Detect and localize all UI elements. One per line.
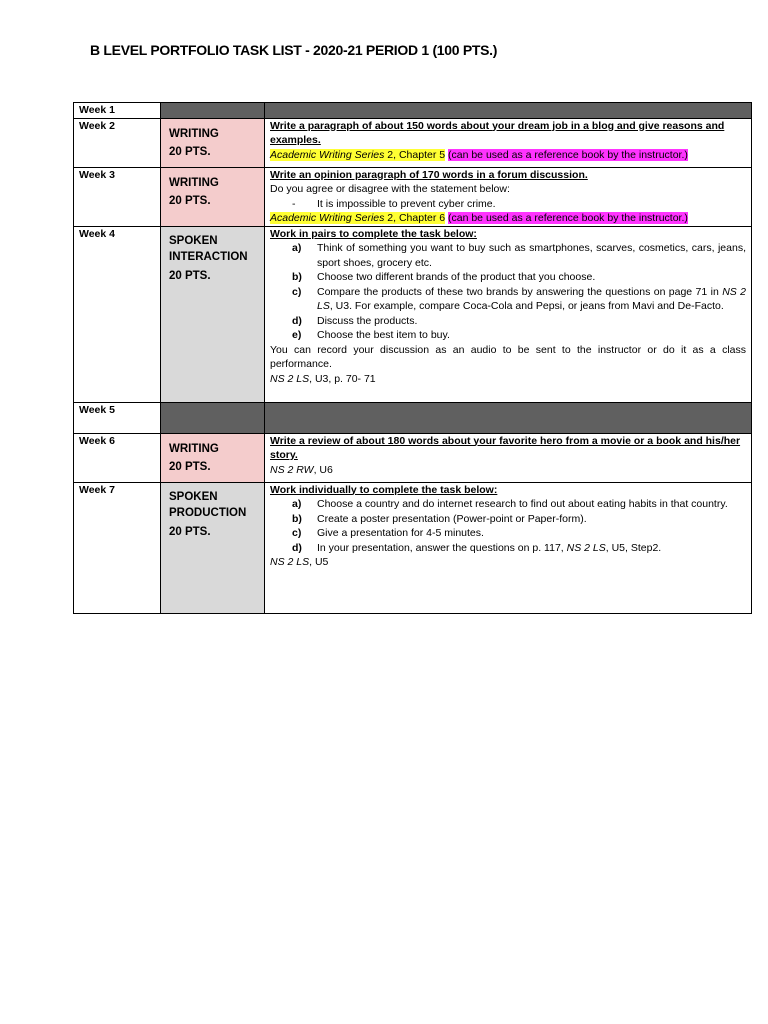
- item-text: NS 2 LS: [317, 285, 747, 312]
- item-text: Choose a country and do internet research to find out about eating habits in that country.: [317, 498, 728, 510]
- list-item: [292, 497, 746, 512]
- task-heading: Work individually to complete the task below:: [270, 483, 498, 496]
- task-heading: Write a review of about 180 words about your favorite hero from a movie or a book and his/her story.: [270, 434, 741, 461]
- task-cell: [265, 103, 752, 119]
- list-item: [292, 241, 746, 270]
- item-text: , U5, Step2.: [605, 541, 662, 554]
- task-cell: [265, 118, 752, 167]
- week-cell: Week 4: [74, 226, 161, 402]
- skill-label: WRITING: [169, 442, 219, 455]
- task-cell: [265, 482, 752, 613]
- task-cell: [265, 433, 752, 482]
- skill-label: INTERACTION: [169, 250, 248, 263]
- task-cell: [265, 226, 752, 402]
- skill-label: SPOKEN: [169, 234, 218, 247]
- reference-chapter: 2, Chapter 6: [384, 212, 446, 224]
- item-text: Think of something you want to buy such as smartphones, scarves, cosmetics, cars, jeans, sport shoes, grocery etc.: [317, 242, 746, 269]
- week-cell: Week 6: [74, 433, 161, 482]
- reference-title: NS 2 RW: [270, 463, 314, 476]
- table-row: [74, 118, 752, 167]
- reference-chapter: , U5: [309, 556, 329, 568]
- item-mark: a): [292, 498, 302, 510]
- reference-line: [270, 555, 746, 570]
- item-mark: d): [292, 314, 302, 327]
- item-text: In your presentation, answer the questions on p. 117,: [317, 541, 567, 554]
- item-mark: b): [292, 271, 302, 283]
- list-item: [292, 285, 746, 314]
- closing-text: You can record your discussion as an audio to be sent to the instructor or do it as a class performance.: [270, 343, 746, 370]
- bullet-list: [270, 197, 746, 212]
- task-list: [270, 241, 746, 343]
- item-text: Compare the products of these two brands by answering the questions on page 71 in: [317, 285, 723, 298]
- item-mark: e): [292, 329, 302, 341]
- item-text: Give a presentation for 4-5 minutes.: [317, 527, 484, 539]
- reference-chapter: , U6: [313, 463, 333, 476]
- skill-cell: [161, 167, 265, 226]
- item-mark: b): [292, 512, 302, 525]
- task-heading: Write an opinion paragraph of 170 words in a forum discussion.: [270, 168, 588, 181]
- reference-line: [270, 372, 746, 387]
- reference-line: [270, 148, 746, 163]
- points-label: 20 PTS.: [169, 145, 211, 158]
- item-text: , U3. For example, compare Coca-Cola and Pepsi, or jeans from Mavi and De-Facto.: [329, 300, 724, 312]
- item-mark: d): [292, 541, 302, 554]
- skill-cell: [161, 118, 265, 167]
- task-cell: [265, 402, 752, 433]
- list-item: [292, 526, 746, 541]
- reference-chapter: 2, Chapter 5: [384, 148, 446, 161]
- item-text: Choose two different brands of the product that you choose.: [317, 271, 596, 283]
- item-mark: a): [292, 242, 302, 254]
- reference-title: NS 2 LS: [270, 556, 310, 568]
- task-prompt: Do you agree or disagree with the statement below:: [270, 183, 510, 195]
- task-heading: Work in pairs to complete the task below:: [270, 227, 477, 240]
- list-item: [292, 541, 746, 556]
- item-mark: c): [292, 285, 302, 298]
- points-label: 20 PTS.: [169, 460, 211, 473]
- reference-note: (can be used as a reference book by the instructor.): [448, 148, 688, 161]
- week-cell: Week 5: [74, 402, 161, 433]
- task-heading: Write a paragraph of about 150 words about your dream job in a blog and give reasons and examples.: [270, 119, 725, 146]
- bullet-text: It is impossible to prevent cyber crime.: [317, 197, 496, 210]
- points-label: 20 PTS.: [169, 269, 211, 282]
- skill-label: WRITING: [169, 127, 219, 140]
- table-row: [74, 433, 752, 482]
- skill-cell: [161, 402, 265, 433]
- skill-label: SPOKEN: [169, 490, 218, 503]
- week-cell: Week 2: [74, 118, 161, 167]
- list-item: [292, 328, 746, 343]
- task-list: [270, 497, 746, 555]
- reference-line: [270, 211, 746, 226]
- reference-chapter: , U3, p. 70- 71: [309, 372, 376, 385]
- item-text: NS 2 LS: [566, 541, 606, 554]
- list-item: [292, 197, 746, 212]
- table-row: [74, 482, 752, 613]
- table-row: [74, 226, 752, 402]
- list-item: [292, 270, 746, 285]
- item-text: Discuss the products.: [317, 314, 418, 327]
- item-text: Create a poster presentation (Power-point or Paper-form).: [317, 512, 587, 525]
- skill-cell: [161, 433, 265, 482]
- task-table: [73, 102, 752, 614]
- item-text: Choose the best item to buy.: [317, 329, 450, 341]
- week-cell: Week 7: [74, 482, 161, 613]
- skill-label: WRITING: [169, 176, 219, 189]
- skill-cell: [161, 103, 265, 119]
- list-item: [292, 314, 746, 329]
- reference-title: NS 2 LS: [270, 372, 310, 385]
- reference-line: [270, 463, 746, 478]
- week-cell: Week 3: [74, 167, 161, 226]
- skill-cell: [161, 482, 265, 613]
- reference-title: Academic Writing Series: [270, 148, 385, 161]
- skill-label: PRODUCTION: [169, 506, 247, 519]
- points-label: 20 PTS.: [169, 525, 211, 538]
- page-title: B LEVEL PORTFOLIO TASK LIST - 2020-21 PERIOD 1 (100 PTS.): [90, 42, 498, 58]
- table-row: [74, 103, 752, 119]
- reference-title: Academic Writing Series: [270, 212, 385, 224]
- points-label: 20 PTS.: [169, 194, 211, 207]
- table-row: [74, 167, 752, 226]
- reference-note: (can be used as a reference book by the instructor.): [448, 212, 688, 224]
- bullet-mark: -: [292, 197, 296, 210]
- week-cell: Week 1: [74, 103, 161, 119]
- table-row: [74, 402, 752, 433]
- task-cell: [265, 167, 752, 226]
- list-item: [292, 512, 746, 527]
- skill-cell: [161, 226, 265, 402]
- item-mark: c): [292, 527, 302, 539]
